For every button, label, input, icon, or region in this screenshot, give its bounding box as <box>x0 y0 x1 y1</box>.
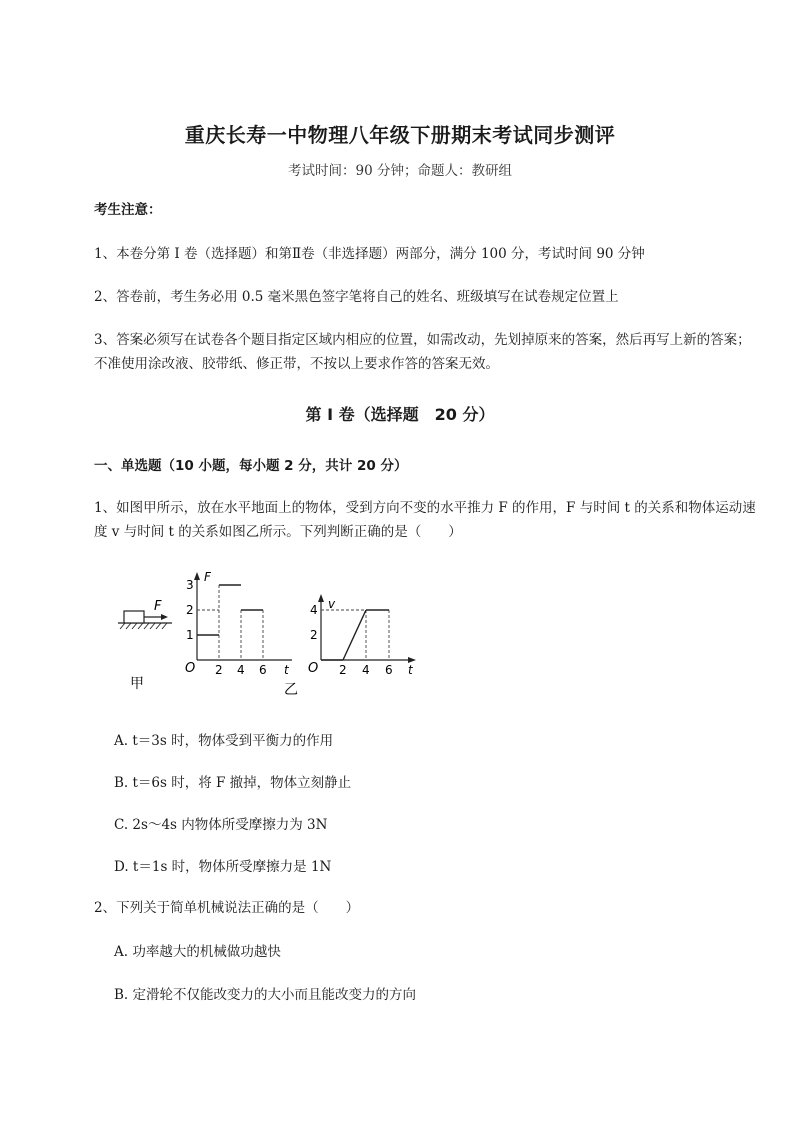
question-1-stem: 1、如图甲所示，放在水平地面上的物体，受到方向不变的水平推力 F 的作用，F 与时间 t 的关系和物体运动速度 v 与时间 t 的关系如图乙所示。下列判断正确的是（ ） <box>94 500 756 540</box>
question-2-option-a: A. 功率越大的机械做功越快 <box>114 944 281 960</box>
graph-F-x-label: t <box>284 663 289 677</box>
question-1-option-d: D. t＝1s 时，物体所受摩擦力是 1N <box>114 859 332 875</box>
graph-F-y-tick-1: 1 <box>186 628 194 642</box>
notice-heading: 考生注意： <box>94 202 162 218</box>
graph-v-y-tick-2: 2 <box>310 628 318 642</box>
graph-v-x-tick-2: 2 <box>339 663 347 677</box>
graph-v-x-label: t <box>408 663 413 677</box>
section-title: 第 I 卷（选择题 20 分） <box>305 405 495 424</box>
notice-item-2: 2、答卷前，考生务必用 0.5 毫米黑色签字笔将自己的姓名、班级填写在试卷规定位置上 <box>94 289 619 305</box>
question-1-option-b: B. t＝6s 时，将 F 撤掉，物体立刻静止 <box>114 775 352 791</box>
question-2-option-b: B. 定滑轮不仅能改变力的大小而且能改变力的方向 <box>114 987 417 1003</box>
graph-F-origin: O <box>185 661 196 676</box>
question-1-figure <box>112 568 432 700</box>
graph-F-x-tick-4: 4 <box>237 663 245 677</box>
figure-jia <box>118 599 172 692</box>
exam-info: 考试时间：90 分钟；命题人：教研组 <box>288 163 512 179</box>
figure-label-jia: 甲 <box>130 676 144 692</box>
graph-v-y-tick-4: 4 <box>310 603 318 617</box>
graph-F-y-label: F <box>204 570 211 584</box>
graph-F-x-tick-2: 2 <box>215 663 223 677</box>
part-heading: 一、单选题（10 小题，每小题 2 分，共计 20 分） <box>94 458 408 474</box>
notice-item-1: 1、本卷分第 I 卷（选择题）和第Ⅱ卷（非选择题）两部分，满分 100 分，考试时间 90 分钟 <box>94 246 645 262</box>
graph-F-x-tick-6: 6 <box>259 663 267 677</box>
question-1-option-a: A. t＝3s 时，物体受到平衡力的作用 <box>114 733 334 749</box>
question-2-stem: 2、下列关于简单机械说法正确的是（ ） <box>94 900 360 916</box>
graph-v-x-tick-6: 6 <box>385 663 393 677</box>
graph-F-y-tick-2: 2 <box>186 603 194 617</box>
force-arrow-icon <box>161 614 168 620</box>
page-title: 重庆长寿一中物理八年级下册期末考试同步测评 <box>184 123 616 147</box>
question-1-option-c: C. 2s～4s 内物体所受摩擦力为 3N <box>114 817 328 833</box>
graph-v-origin: O <box>308 661 319 676</box>
graph-F-y-tick-3: 3 <box>186 578 194 592</box>
notice-item-3: 3、答案必须写在试卷各个题目指定区域内相应的位置，如需改动，先划掉原来的答案，然后再写上新的答案；不准使用涂改液、胶带纸、修正带，不按以上要求作答的答案无效。 <box>94 332 751 372</box>
graph-F-t <box>185 570 298 698</box>
graph-v-x-tick-4: 4 <box>362 663 370 677</box>
figure-label-yi: 乙 <box>284 682 298 698</box>
graph-v-t <box>308 594 416 677</box>
force-arrow-label: F <box>154 599 162 614</box>
graph-v-y-label: v <box>328 597 336 611</box>
block <box>124 611 144 623</box>
